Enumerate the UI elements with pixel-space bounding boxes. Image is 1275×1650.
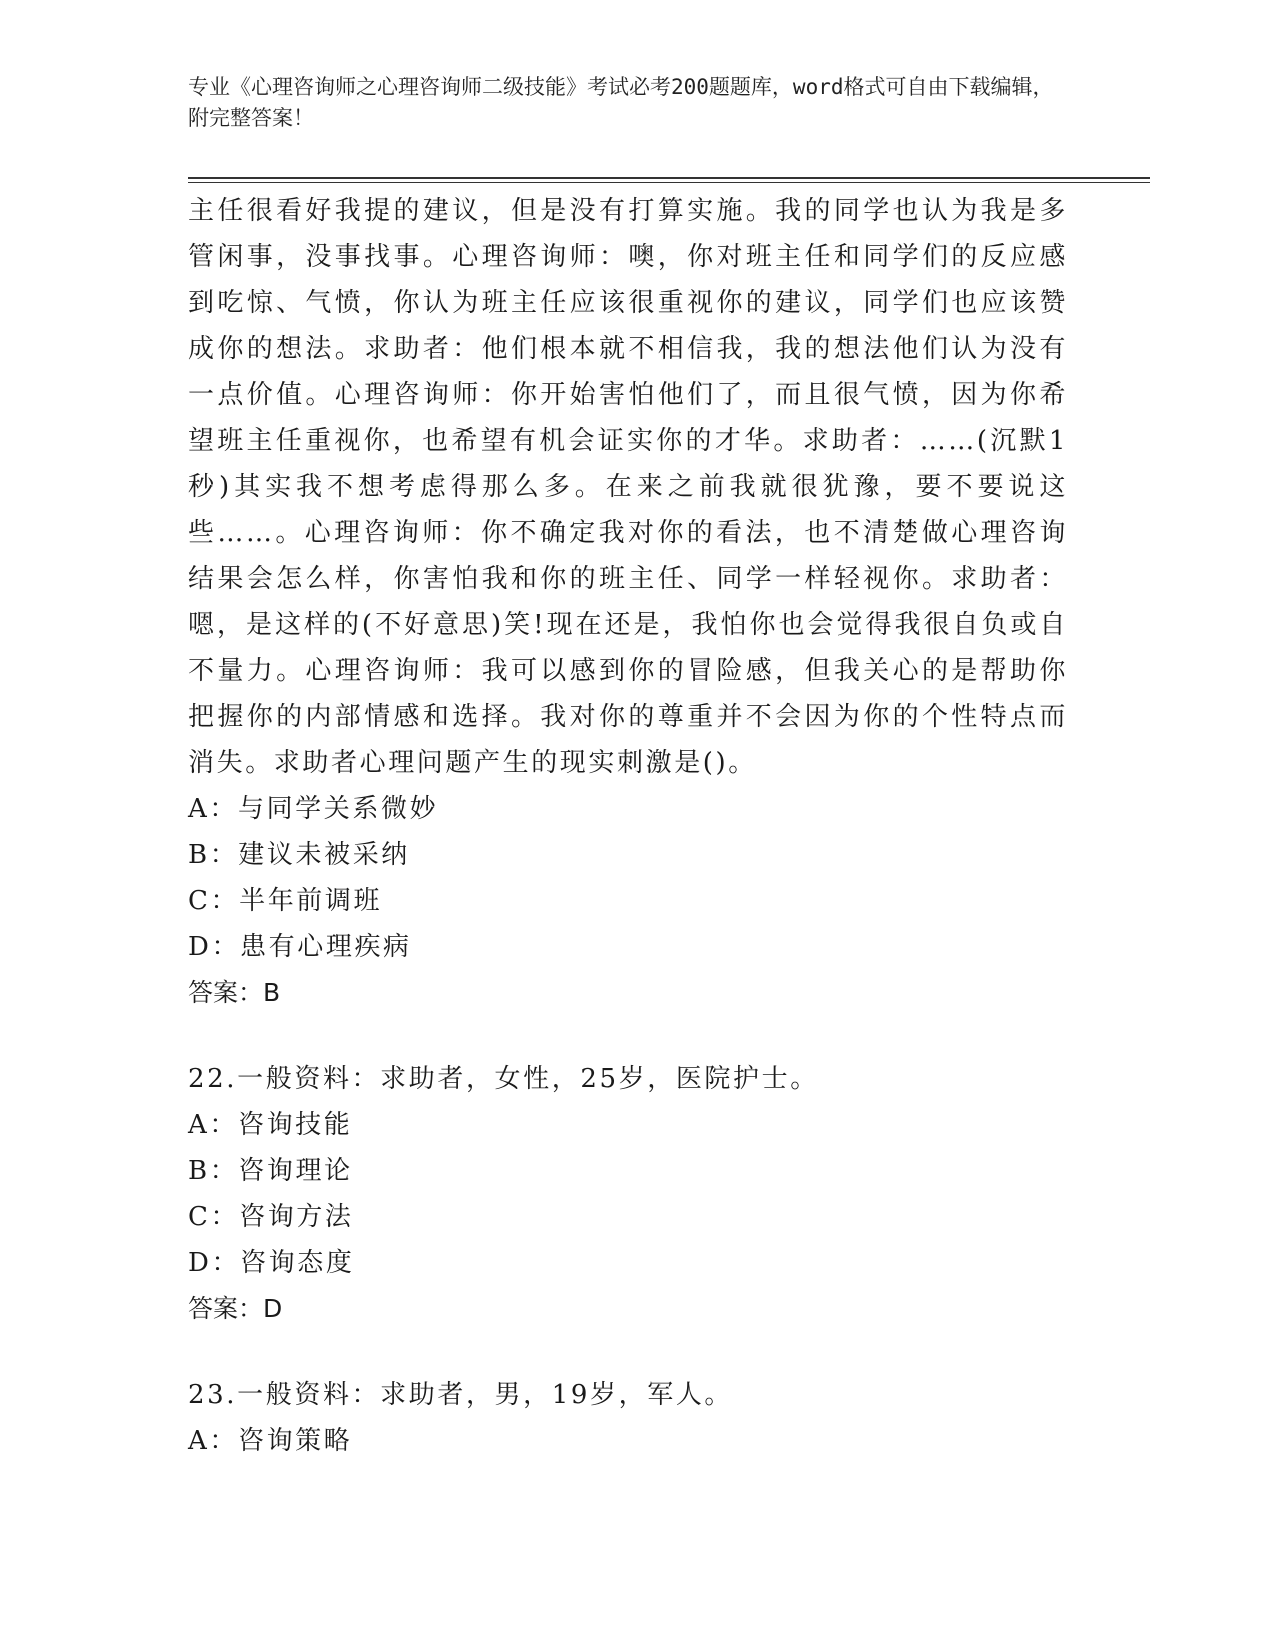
question-21	[188, 188, 1068, 1016]
spacer	[188, 1016, 1068, 1056]
question-22	[188, 1056, 1068, 1332]
answer-line: 答案：D	[188, 1294, 283, 1323]
question-stem: 23.一般资料：求助者，男，19岁，军人。	[188, 1380, 734, 1410]
header-rule-thick	[188, 177, 1150, 179]
option-c: C：咨询方法	[188, 1202, 354, 1232]
document-header: 专业《心理咨询师之心理咨询师二级技能》考试必考200题题库，word格式可自由下载编辑，附完整答案！	[188, 75, 1054, 130]
option-b: B：咨询理论	[188, 1156, 353, 1186]
question-stem: 主任很看好我提的建议，但是没有打算实施。我的同学也认为我是多管闲事，没事找事。心理咨询师：噢，你对班主任和同学们的反应感到吃惊、气愤，你认为班主任应该很重视你的建议，同学们也应该赞成你的想法。求助者：他们根本就不相信我，我的想法他们认为没有一点价值。心理咨询师：你开始害怕他们了，而且很气愤，因为你希望班主任重视你，也希望有机会证实你的才华。求助者：……(沉默1秒)其实我不想考虑得那么多。在来之前我就很犹豫，要不要说这些……。心理咨询师：你不确定我对你的看法，也不清楚做心理咨询结果会怎么样，你害怕我和你的班主任、同学一样轻视你。求助者：嗯，是这样的(不好意思)笑!现在还是，我怕你也会觉得我很自负或自不量力。心理咨询师：我可以感到你的冒险感，但我关心的是帮助你把握你的内部情感和选择。我对你的尊重并不会因为你的个性特点而消失。求助者心理问题产生的现实刺激是()。	[188, 196, 1068, 778]
document-body	[188, 188, 1068, 1464]
header-rule-thin	[188, 182, 1150, 183]
option-a: A：与同学关系微妙	[188, 794, 439, 824]
option-b: B：建议未被采纳	[188, 840, 410, 870]
option-d: D：患有心理疾病	[188, 932, 412, 962]
option-a: A：咨询技能	[188, 1110, 353, 1140]
question-stem: 22.一般资料：求助者，女性，25岁，医院护士。	[188, 1064, 819, 1094]
option-a: A：咨询策略	[188, 1426, 353, 1456]
question-23	[188, 1372, 1068, 1464]
answer-line: 答案：B	[188, 978, 281, 1007]
option-c: C：半年前调班	[188, 886, 383, 916]
option-d: D：咨询态度	[188, 1248, 355, 1278]
spacer	[188, 1332, 1068, 1372]
